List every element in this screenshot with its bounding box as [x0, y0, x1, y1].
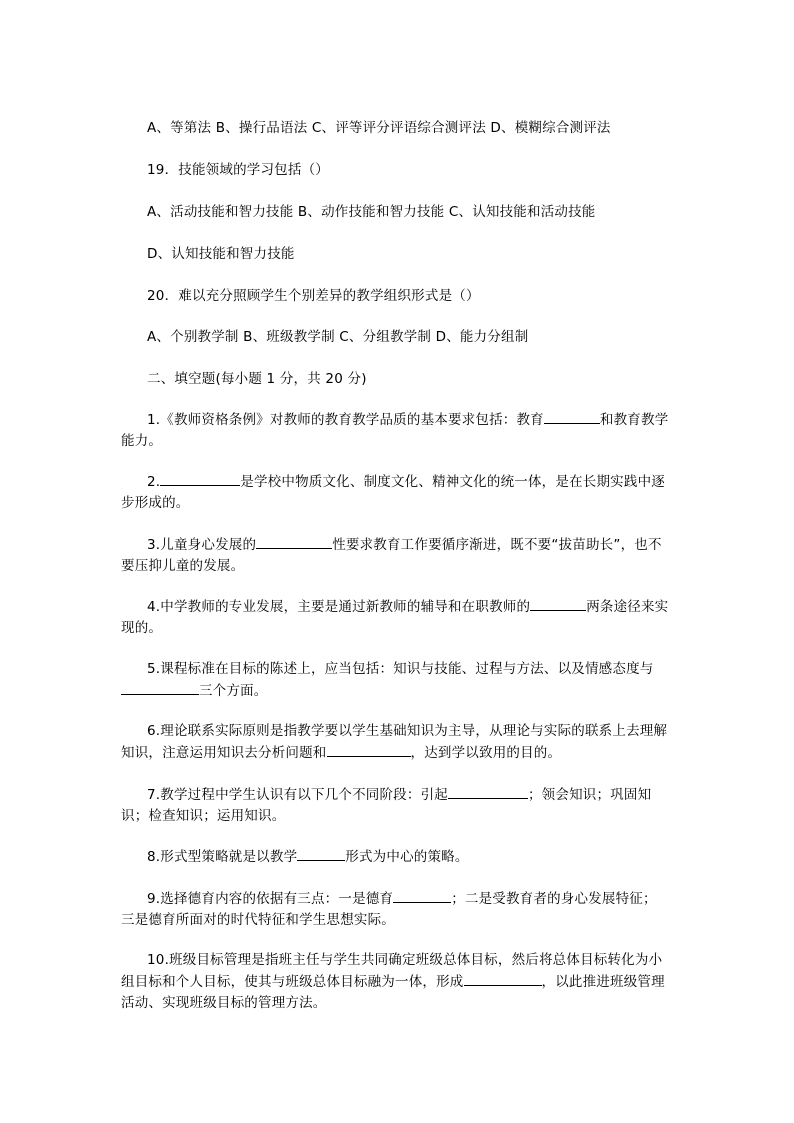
q19-options-line1: A、活动技能和智力技能 B、动作技能和智力技能 C、认知技能和活动技能 [147, 204, 596, 220]
fill-item-4-blank [530, 596, 586, 611]
fill-item-10-after: ，以此推进班级管理活动、实现班级目标的管理方法。 [121, 974, 665, 1011]
fill-item-2-after: 是学校中物质文化、制度文化、精神文化的统一体，是在长期实践中逐步形成的。 [121, 474, 665, 511]
fill-item-6-before: 6.理论联系实际原则是指教学要以学生基础知识为主导，从理论与实际的联系上去理解知识，注意运用知识去分析问题和 [121, 723, 668, 761]
fill-item-10-before: 10.班级目标管理是指班主任与学生共同确定班级总体目标，然后将总体目标转化为小组目标和个人目标，使其与班级总体目标融为一体，形成 [121, 952, 663, 990]
fill-item-5-blank [121, 680, 199, 695]
fill-item-9 [121, 888, 669, 931]
fill-item-2 [121, 471, 669, 514]
fill-item-7-after: ；领会知识；巩固知识；检查知识；运用知识。 [121, 787, 652, 824]
fill-item-2-before: 2. [147, 474, 161, 490]
q20-options: A、个别教学制 B、班级教学制 C、分组教学制 D、能力分组制 [147, 329, 529, 345]
fill-item-8-before: 8.形式型策略就是以教学 [147, 849, 298, 865]
fill-item-1-blank [544, 409, 600, 424]
fill-item-1-before: 1.《教师资格条例》对教师的教育教学品质的基本要求包括：教育 [147, 412, 544, 428]
fill-item-5-after: 三个方面。 [199, 683, 268, 699]
fill-item-9-after: ；二是受教育者的身心发展特征；三是德育所面对的时代特征和学生思想实际。 [121, 891, 657, 928]
fill-item-10-blank [464, 971, 542, 986]
fill-item-3-after: 性要求教育工作要循序渐进，既不要“拔苗助长”，也不要压抑儿童的发展。 [121, 537, 662, 574]
fill-item-3 [121, 534, 669, 577]
fill-item-6-blank [327, 742, 411, 757]
fill-item-1-after: 和教育教学能力。 [121, 412, 669, 449]
fill-item-9-before: 9.选择德育内容的依据有三点：一是德育 [147, 891, 394, 907]
fill-item-5-before: 5.课程标准在目标的陈述上，应当包括：知识与技能、过程与方法、以及情感态度与 [147, 661, 654, 677]
fill-item-8-blank [297, 846, 345, 861]
q18-options: A、等第法 B、操行品语法 C、评等评分评语综合测评法 D、模糊综合测评法 [147, 120, 611, 136]
fill-item-4-after: 两条途径来实现的。 [121, 599, 669, 636]
fill-item-2-blank [160, 471, 240, 486]
fill-item-6-after: ，达到学以致用的目的。 [410, 745, 562, 761]
fill-item-9-blank [393, 888, 451, 903]
fill-item-4-before: 4.中学教师的专业发展，主要是通过新教师的辅导和在职教师的 [147, 599, 531, 615]
section-heading: 二、填空题(每小题 1 分，共 20 分) [147, 371, 367, 387]
q19-options-line2: D、认知技能和智力技能 [147, 246, 295, 262]
q20-stem: 20．难以充分照顾学生个别差异的教学组织形式是（） [147, 288, 480, 304]
fill-item-3-before: 3.儿童身心发展的 [147, 537, 257, 553]
fill-item-8 [121, 846, 669, 868]
fill-item-10 [121, 950, 669, 1014]
fill-item-1 [121, 409, 669, 452]
fill-item-7-blank [448, 784, 528, 799]
fill-item-5 [121, 659, 669, 702]
fill-item-6 [121, 721, 669, 764]
q19-stem: 19．技能领域的学习包括（） [147, 162, 329, 178]
fill-item-7-before: 7.教学过程中学生认识有以下几个不同阶段：引起 [147, 787, 448, 803]
fill-item-4 [121, 596, 669, 639]
fill-item-3-blank [256, 534, 332, 549]
fill-item-7 [121, 784, 669, 827]
fill-item-8-after: 形式为中心的策略。 [345, 849, 469, 865]
